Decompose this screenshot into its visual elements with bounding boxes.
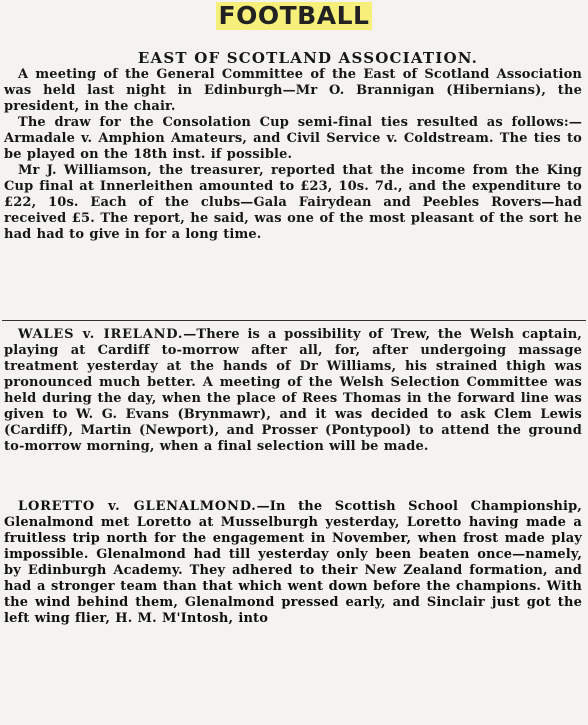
headline-container (0, 2, 588, 30)
article-paragraph (4, 499, 582, 627)
article-paragraph: A meeting of the General Committee of the East of Scotland Association was held last night in Edinburgh—Mr O. Brannigan (Hibernians), the president, in the chair. (4, 67, 582, 114)
article-lead: WALES v. IRELAND. (18, 327, 184, 342)
article-paragraph: The draw for the Consolation Cup semi-final ties resulted as follows:—Armadale v. Amphion Amateurs, and Civil Service v. Coldstream. The ties to be played on the 18th inst. if possible. (4, 115, 582, 162)
article-east-of-scotland (4, 50, 582, 243)
article-body: —In the Scottish School Championship, Glenalmond met Loretto at Musselburgh yesterday, Loretto having made a fruitless trip north for the engagement in November, when frost made play impossible. Glenalmond had till yesterday only been beaten once—namely, by Edinburgh Academy. They adhered to their New Zealand formation, and had a stronger team than that which went down before the champions. With the wind behind them, Glenalmond pressed early, and Sinclair just got the left wing flier, H. M. M'Intosh, into (4, 499, 582, 626)
article-wales-ireland (4, 327, 582, 455)
article-title: EAST OF SCOTLAND ASSOCIATION. (137, 49, 479, 67)
article-body: —There is a possibility of Trew, the Welsh captain, playing at Cardiff to-morrow after all, for, after undergoing massage treatment yesterday at the hands of Dr Williams, his strained thigh was pronounced much better. A meeting of the Welsh Selection Committee was held during the day, when the place of Rees Thomas in the forward line was given to W. G. Evans (Brynmawr), and it was decided to ask Clem Lewis (Cardiff), Martin (Newport), and Prosser (Pontypool) to attend the ground to-morrow morning, when a final selection will be made. (4, 327, 582, 454)
article-paragraph (4, 327, 582, 455)
column-divider (2, 320, 586, 321)
page-headline: FOOTBALL (216, 2, 373, 30)
article-loretto-glenalmond (4, 499, 582, 627)
article-paragraph: Mr J. Williamson, the treasurer, reported that the income from the King Cup final at Innerleithen amounted to £23, 10s. 7d., and the expenditure to £22, 10s. Each of the clubs—Gala Fairydean and Peebles Rovers—had received £5. The report, he said, was one of the most pleasant of the sort he had had to give in for a long time. (4, 163, 582, 242)
article-lead: LORETTO v. GLENALMOND. (18, 499, 257, 514)
